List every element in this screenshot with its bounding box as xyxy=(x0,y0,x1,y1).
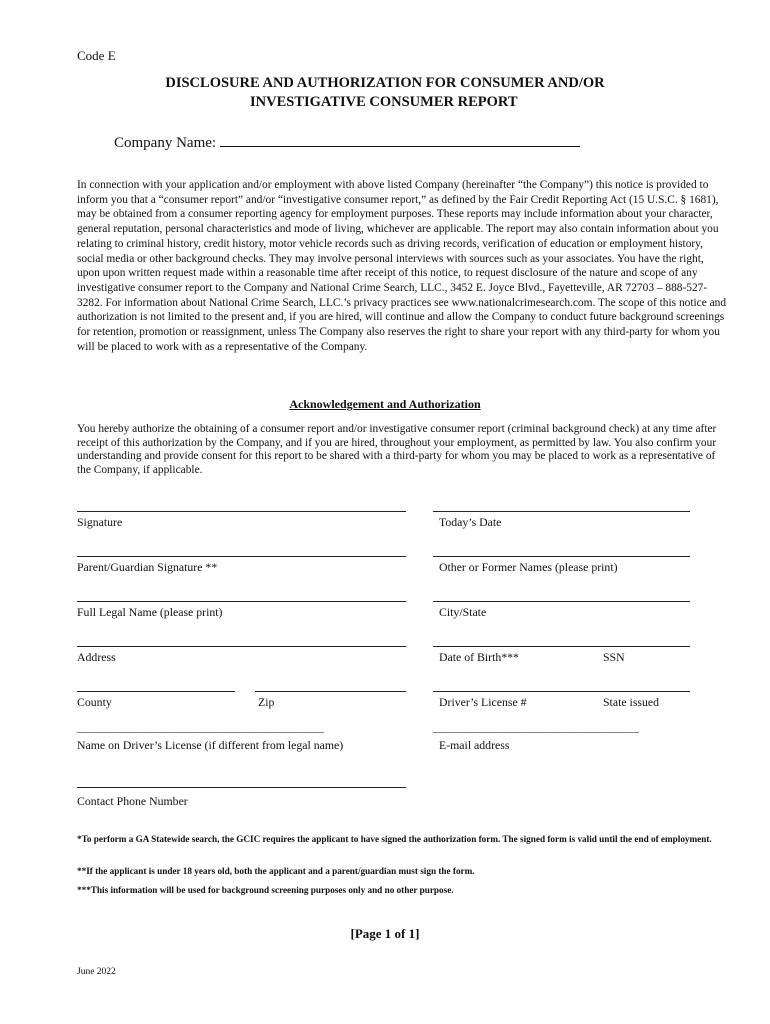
todays-date-label: Today’s Date xyxy=(439,515,502,529)
zip-label: Zip xyxy=(258,695,275,709)
note-gcic: *To perform a GA Statewide search, the GCIC requires the applicant to have signed the authorization form. The signed form is valid until the end of employment. xyxy=(77,834,712,844)
page-number: [Page 1 of 1] xyxy=(350,926,420,941)
parent-signature-line[interactable] xyxy=(77,556,406,557)
form-code: Code E xyxy=(77,48,116,63)
other-names-line[interactable] xyxy=(433,556,690,557)
county-label: County xyxy=(77,695,112,709)
name-on-license-underscore[interactable]: ________________________________________________ xyxy=(77,723,325,734)
revision-date: June 2022 xyxy=(77,967,116,977)
company-name-field xyxy=(114,132,580,152)
signature-line[interactable] xyxy=(77,511,406,512)
full-legal-name-line[interactable] xyxy=(77,601,406,602)
contact-phone-label: Contact Phone Number xyxy=(77,794,188,808)
dob-label: Date of Birth*** xyxy=(439,650,519,664)
email-underscore[interactable]: ________________________________________ xyxy=(433,723,639,734)
email-label: E-mail address xyxy=(439,738,510,752)
todays-date-line[interactable] xyxy=(433,511,690,512)
other-names-label: Other or Former Names (please print) xyxy=(439,560,618,574)
full-legal-name-label: Full Legal Name (please print) xyxy=(77,605,223,619)
acknowledgement-heading: Acknowledgement and Authorization xyxy=(289,397,481,411)
authorization-paragraph: You hereby authorize the obtaining of a consumer report and/or investigative consumer report (criminal background check) at any time after receipt of this authorization by the Company, and if you are hired, throughout your employment, as permitted by law. You also confirm your understanding and provide consent for this report to be shared with a third-party for whom you may be placed to work as a representative of the Company, if applicable. xyxy=(77,423,717,476)
note-screening-purpose: ***This information will be used for background screening purposes only and no other purpose. xyxy=(77,885,454,895)
address-line[interactable] xyxy=(77,646,406,647)
dob-ssn-line[interactable] xyxy=(433,646,690,647)
document-title-line1: DISCLOSURE AND AUTHORIZATION FOR CONSUMER AND/OR xyxy=(165,75,605,91)
company-name-label: Company Name: xyxy=(114,135,217,151)
drivers-license-label: Driver’s License # xyxy=(439,695,527,709)
company-name-blank[interactable] xyxy=(220,132,580,147)
contact-phone-line[interactable] xyxy=(77,787,406,788)
ssn-label: SSN xyxy=(603,650,625,664)
address-label: Address xyxy=(77,650,116,664)
city-state-line[interactable] xyxy=(433,601,690,602)
disclosure-paragraph: In connection with your application and/or employment with above listed Company (hereinafter “the Company”) this notice is provided to inform you that a “consumer report” and/or “investigative consumer report,” as defined by the Fair Credit Reporting Act (15 U.S.C. § 1681), may be obtained from a consumer reporting agency for employment purposes. These reports may include information about your character, general reputation, personal characteristics and mode of living, whichever are applicable. The report may also contain information about you relating to criminal history, credit history, motor vehicle records such as driving records, verification of education or employment history, social media or other background checks. They may involve personal interviews with sources such as your associates. You have the right, upon upon written request made within a reasonable time after receipt of this notice, to request disclosure of the nature and scope of any investigative consumer report to the Company and National Crime Search, LLC., 3452 E. Joyce Blvd., Fayetteville, AR 72703 – 888-527-3282. For information about National Crime Search, LLC.’s privacy practices see www.nationalcrimesearch.com. The scope of this notice and authorization is not limited to the present and, if you are hired, will continue and allow the Company to conduct future background screenings for retention, promotion or reassignment, unless The Company also reserves the right to share your report with any third-party for whom you will be placed to work with as a representative of the Company. xyxy=(77,179,727,353)
county-line[interactable] xyxy=(77,691,235,692)
document-title-line2: INVESTIGATIVE CONSUMER REPORT xyxy=(250,94,518,110)
parent-signature-label: Parent/Guardian Signature ** xyxy=(77,560,218,574)
signature-label: Signature xyxy=(77,515,123,529)
city-state-label: City/State xyxy=(439,605,487,619)
drivers-license-line[interactable] xyxy=(433,691,690,692)
name-on-license-label: Name on Driver’s License (if different from legal name) xyxy=(77,738,344,752)
zip-line[interactable] xyxy=(255,691,406,692)
state-issued-label: State issued xyxy=(603,695,660,709)
note-under-18: **If the applicant is under 18 years old, both the applicant and a parent/guardian must sign the form. xyxy=(77,866,475,876)
